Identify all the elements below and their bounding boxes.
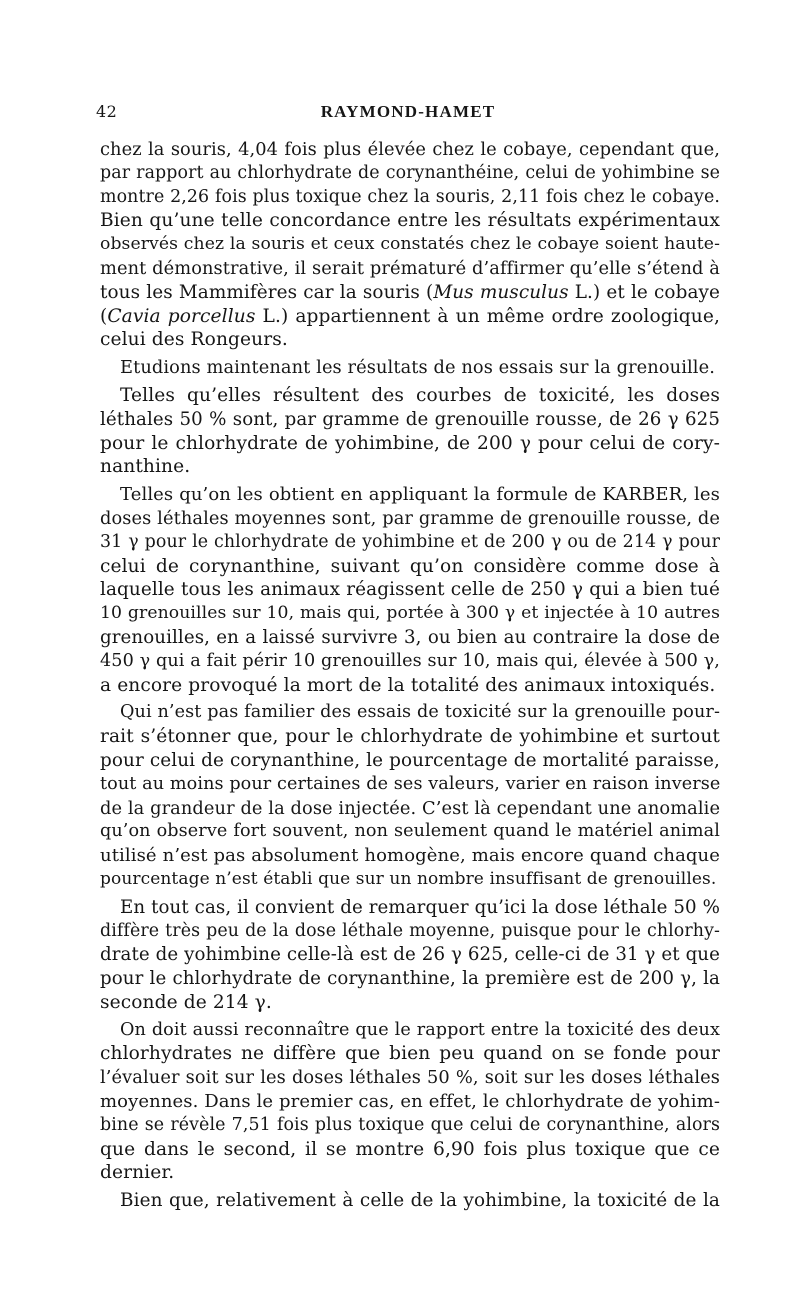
text-line: Etudions maintenant les résultats de nos essais sur la grenouille. — [120, 357, 715, 379]
text-line: que dans le second, il se montre 6,90 fois plus toxique que ce — [100, 1138, 720, 1160]
paragraph — [100, 356, 720, 380]
text-line: par rapport au chlorhydrate de corynanthéine, celui de yohimbine se — [100, 162, 720, 183]
text-line: chlorhydrates ne diffère que bien peu quand on se fonde pour — [100, 1043, 720, 1065]
text-line: observés chez la souris et ceux constatés chez le cobaye soient haute- — [100, 234, 720, 255]
text-line: moyennes. Dans le premier cas, en effet, le chlorhydrate de yohim- — [100, 1091, 720, 1113]
text-line: On doit aussi reconnaître que le rapport entre la toxicité des deux — [120, 1019, 720, 1040]
paragraph — [100, 1189, 720, 1213]
text-line: léthales 50 % sont, par gramme de grenouille rousse, de 26 γ 625 — [100, 408, 720, 430]
text-line: Qui n’est pas familier des essais de toxicité sur la grenouille pour- — [120, 702, 720, 723]
paragraph — [100, 138, 720, 352]
text-line: doses léthales moyennes sont, par gramme de grenouille rousse, de — [100, 507, 720, 529]
text-line: pour celui de corynanthine, le pourcentage de mortalité paraisse, — [100, 749, 720, 771]
paragraph — [100, 701, 720, 891]
text-line: Bien que, relativement à celle de la yohimbine, la toxicité de la — [120, 1190, 720, 1212]
text-line: ment démonstrative, il serait prématuré d’affirmer qu’elle s’étend à — [100, 257, 720, 279]
text-line: laquelle tous les animaux réagissent celle de 250 γ qui a bien tué — [100, 579, 720, 601]
paragraph — [100, 384, 720, 479]
text-line: bine se révèle 7,51 fois plus toxique que celui de corynanthine, alors — [100, 1114, 720, 1135]
text-line: l’évaluer soit sur les doses léthales 50 %, soit sur les doses léthales — [100, 1067, 720, 1089]
text-line: tout au moins pour certaines de ses valeurs, varier en raison inverse — [100, 773, 721, 794]
text-line: rait s’étonner que, pour le chlorhydrate de yohimbine et surtout — [100, 726, 720, 748]
text-line: utilisé n’est pas absolument homogène, mais encore quand chaque — [100, 845, 720, 867]
text-line: drate de yohimbine celle-là est de 26 γ 625, celle-ci de 31 γ et que — [100, 944, 720, 966]
paragraph — [100, 483, 720, 697]
text-line: Telles qu’elles résultent des courbes de toxicité, les doses — [120, 384, 720, 406]
body-text — [100, 138, 720, 1217]
text-line: En tout cas, il convient de remarquer qu’ici la dose léthale 50 % — [120, 896, 720, 918]
text-line: pour le chlorhydrate de yohimbine, de 200 γ pour celui de cory- — [100, 432, 720, 454]
text-line: tous les Mammifères car la souris (Mus musculus L.) et le cobaye — [100, 281, 720, 303]
text-line: 450 γ qui a fait périr 10 grenouilles sur 10, mais qui, élevée à 500 γ, — [100, 650, 720, 671]
running-title: RAYMOND-HAMET — [320, 102, 496, 121]
text-line: pour le chlorhydrate de corynanthine, la première est de 200 γ, la — [100, 968, 720, 990]
text-line: qu’on observe fort souvent, non seulement quand le matériel animal — [100, 821, 720, 842]
paragraph — [100, 1019, 720, 1186]
page-header — [96, 100, 720, 126]
text-line: montre 2,26 fois plus toxique chez la souris, 2,11 fois chez le cobaye. — [100, 186, 720, 207]
text-line: 10 grenouilles sur 10, mais qui, portée à 300 γ et injectée à 10 autres — [100, 603, 720, 624]
text-line: diffère très peu de la dose léthale moyenne, puisque pour le chlorhy- — [100, 920, 720, 941]
text-line: Telles qu’on les obtient en appliquant la formule de KARBER, les — [120, 484, 720, 506]
text-line: Bien qu’une telle concordance entre les résultats expérimentaux — [100, 210, 720, 232]
paragraph — [100, 896, 720, 1015]
text-line: 31 γ pour le chlorhydrate de yohimbine et de 200 γ ou de 214 γ pour — [100, 531, 720, 552]
text-line: chez la souris, 4,04 fois plus élevée chez le cobaye, cependant que, — [100, 139, 720, 160]
text-line: nanthine. — [100, 456, 191, 478]
text-line: celui de corynanthine, suivant qu’on considère comme dose à — [100, 555, 720, 577]
text-line: pourcentage n’est établi que sur un nombre insuffisant de grenouilles. — [100, 868, 717, 889]
text-line: celui des Rongeurs. — [100, 329, 288, 351]
text-line: de la grandeur de la dose injectée. C’est là cependant une anomalie — [100, 797, 721, 819]
text-line: dernier. — [100, 1162, 175, 1184]
text-line: seconde de 214 γ. — [100, 991, 272, 1013]
text-line: grenouilles, en a laissé survivre 3, ou bien au contraire la dose de — [100, 626, 720, 648]
page-number: 42 — [96, 102, 118, 121]
text-line: (Cavia porcellus L.) appartiennent à un même ordre zoologique, — [100, 305, 720, 327]
text-line: a encore provoqué la mort de la totalité des animaux intoxiqués. — [100, 674, 716, 696]
